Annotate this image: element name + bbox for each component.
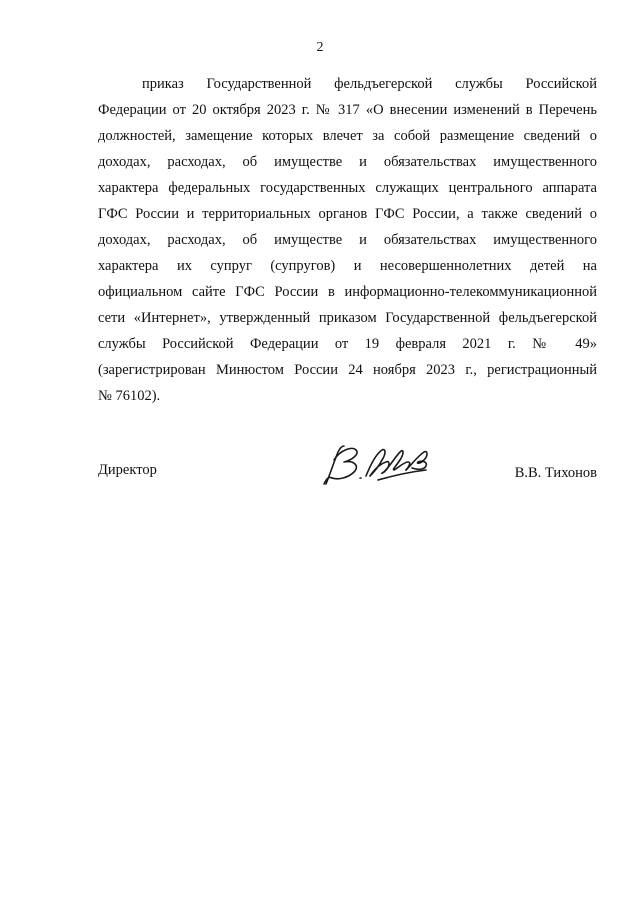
paragraph-line: службы Российской Федерации от 19 февраля 2021 г. № 49» [98,336,597,352]
paragraph-line: ГФС России и территориальных органов ГФС России, а также сведений о [98,206,597,222]
paragraph-line: сети «Интернет», утвержденный приказом Государственной фельдъегерской [98,310,597,326]
paragraph-line: Федерации от 20 октября 2023 г. № 317 «О внесении изменений в Перечень [98,102,597,118]
paragraph-line: № 76102). [98,388,161,404]
paragraph-line: официальном сайте ГФС России в информационно-телекоммуникационной [98,284,597,300]
paragraph-line: доходах, расходах, об имуществе и обязательствах имущественного [98,154,597,170]
page-number: 2 [316,40,324,55]
paragraph-line: приказ Государственной фельдъегерской службы Российской [142,76,597,92]
signature-stroke [406,452,427,470]
paragraph-line: характера их супруг (супругов) и несовершеннолетних детей на [98,258,597,274]
signature-stroke [332,448,357,478]
paragraph-line: доходах, расходах, об имуществе и обязательствах имущественного [98,232,597,248]
paragraph-line: характера федеральных государственных служащих центрального аппарата [98,180,597,196]
signature-block [98,440,597,500]
paragraph-line: (зарегистрирован Минюстом России 24 ноября 2023 г., регистрационный [98,362,597,378]
signature-stroke [366,450,389,476]
signatory-title: Директор [98,462,157,478]
paragraph-line: должностей, замещение которых влечет за собой размещение сведений о [98,128,597,144]
signatory-name: В.В. Тихонов [514,465,597,481]
handwritten-signature [320,440,432,488]
paragraph [98,71,597,409]
